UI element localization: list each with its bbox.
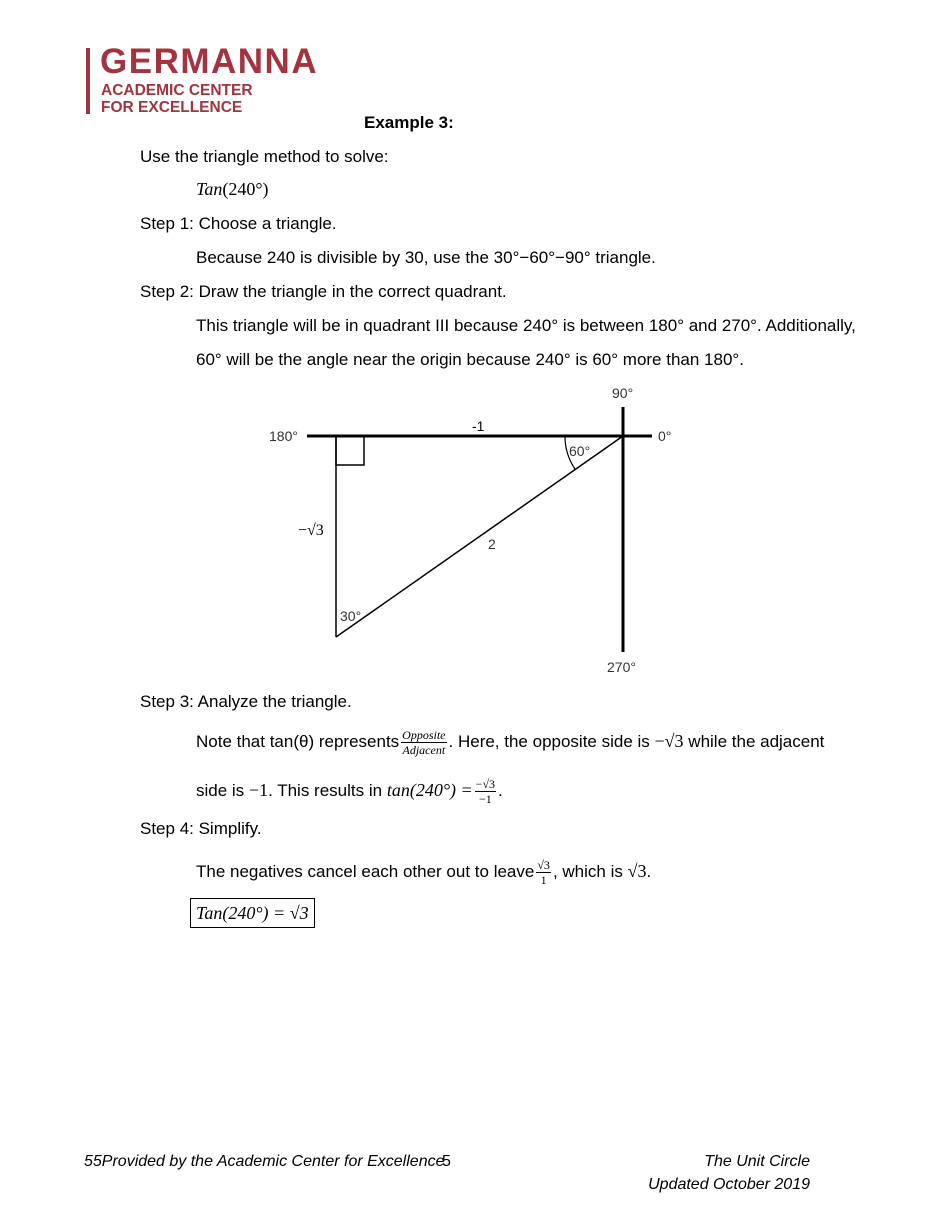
label-90: 90° (612, 385, 634, 401)
example-title: Example 3: (364, 113, 454, 132)
root3-value: √3 (627, 861, 647, 881)
angle-60-label: 60° (569, 443, 591, 459)
logo-line-1: ACADEMIC CENTER (101, 82, 253, 99)
tan-equation: tan(240°) = (386, 780, 473, 800)
opposite-over-adjacent (401, 728, 446, 757)
step2-heading: Step 2: Draw the triangle in the correct quadrant. (140, 282, 507, 301)
step4-end: . (646, 862, 652, 881)
step3-l1-c: while the adjacent (688, 732, 825, 751)
side-left-label: −√3 (298, 522, 324, 539)
footer-left: 55Provided by the Academic Center for Excellence (84, 1153, 445, 1170)
triangle-hypotenuse (336, 436, 623, 637)
step1-heading: Step 1: Choose a triangle. (140, 214, 337, 233)
adjacent-value: −1 (248, 780, 269, 800)
problem-func: Tan (196, 179, 223, 199)
tan-frac-num: −√3 (475, 777, 496, 792)
logo-line-2: FOR EXCELLENCE (101, 99, 243, 116)
problem-arg: (240°) (222, 179, 269, 199)
problem-expression (196, 179, 269, 200)
label-270: 270° (607, 659, 636, 675)
root3-den: 1 (540, 873, 547, 888)
step3-line2 (196, 770, 503, 811)
label-0: 0° (658, 428, 672, 444)
frac-den: Adjacent (402, 743, 446, 758)
opposite-value: −√3 (654, 731, 684, 751)
label-180: 180° (269, 428, 298, 444)
step2-line1: This triangle will be in quadrant III because 240° is between 180° and 270°. Additionally, (196, 316, 856, 335)
hypotenuse-label: 2 (488, 536, 496, 552)
side-top-label: -1 (472, 418, 485, 434)
step3-l2-b: . This results in (268, 781, 383, 800)
footer-right-title: The Unit Circle (704, 1153, 810, 1170)
triangle-diagram (250, 378, 700, 688)
footer-page-number: 5 (442, 1153, 451, 1170)
step1-body: Because 240 is divisible by 30, use the 30°−60°−90° triangle. (196, 248, 656, 267)
step3-l2-a: side is (196, 781, 245, 800)
step4-a: The negatives cancel each other out to leave (196, 862, 535, 881)
angle-30-label: 30° (340, 608, 362, 624)
step4-heading: Step 4: Simplify. (140, 819, 262, 838)
tan-frac-den: −1 (478, 792, 492, 807)
frac-num: Opposite (402, 728, 446, 743)
step4-b: , which is (552, 862, 623, 881)
tan-fraction (475, 777, 496, 806)
logo-subtitle (101, 82, 253, 116)
step2-line2: 60° will be the angle near the origin because 240° is 60° more than 180°. (196, 350, 744, 369)
step3-line1 (196, 721, 824, 762)
final-answer-box: Tan(240°) = √3 (190, 898, 315, 928)
intro-text: Use the triangle method to solve: (140, 147, 389, 166)
footer-right-date: Updated October 2019 (648, 1176, 810, 1193)
logo-bar (86, 48, 90, 114)
step3-heading: Step 3: Analyze the triangle. (140, 692, 352, 711)
root3-over-1 (536, 858, 551, 887)
step3-l2-end: . (498, 781, 503, 800)
step3-l1-a: Note that tan(θ) represents (196, 732, 400, 751)
root3-num: √3 (537, 858, 550, 873)
right-angle-marker (336, 436, 364, 465)
step4-line (196, 851, 651, 892)
logo-wordmark: GERMANNA (100, 42, 319, 81)
step3-l1-b: . Here, the opposite side is (448, 732, 650, 751)
